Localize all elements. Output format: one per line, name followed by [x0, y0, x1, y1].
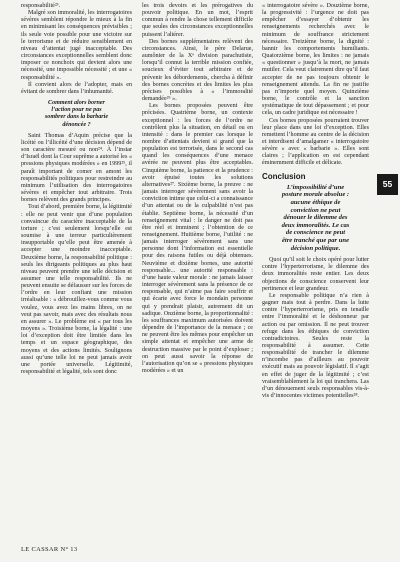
paragraph: Quoi qu’il soit le choix opéré pour lutter contre l’hyperterrorisme, le dilemme des deux immoralités reste entier. Les deux objections de conscience conservent leur pertinence et leur grandeur.	[262, 257, 369, 292]
paragraph: responsabilité²³.	[21, 3, 61, 9]
paragraph: Le responsable politique n’a rien à gagner mais tout à perdre. Dans la lutte contre l’hyperterrorisme, pris en tenaille entre l’immoralité et le déshonneur par action ou par omission. Il ne peut trouver refuge dans les éthiques de conviction contradictoires. Seules reste la responsabilité à assumer. Cette responsabilité de trancher le dilemme n’incombe pas d’ailleurs au pouvoir exécutif mais au pouvoir législatif. Il s’agit en effet de juger de la légitimité ; c’est vraisemblablement la loi qui tranchera. Las d’un dénouement seuls responsables vis-à-vis d’innocentes victimes potentielles²⁸.	[262, 292, 369, 400]
paragraph: les trois devoirs et les prérogatives du pouvoir politique. En un mot, l’esprit commun à rendre la chose tellement difficile que seules des circonstances exceptionnelles puissent l’altérer.	[142, 3, 253, 38]
paragraph: Ces bornes proposées pourraient trouver leur place dans une loi d’exception. Elles remettent l’homme au centre de la décision et interdisent d’amalgamer « interrogatoire sévère » avec « barbarie ». Elles sont claires ; l’application en est cependant éminemment difficile et délicate.	[262, 117, 369, 167]
paragraph: Des bornes supplémentaires relèvent des circonstances. Ainsi, le père Delarue, aumônier de la Xᵉ division parachutiste, lorsqu’il connut la terrible mission confiée, soucieux d’éviter tout arbitraire et de prévenir les débordements, chercha à définir des bornes concrètes et des limites les plus précises possibles à « l’immoralité demandée²⁶ ».	[142, 38, 253, 103]
lead-line: posture morale absolue :	[281, 191, 350, 199]
lead-line: dénouer le dilemme des	[283, 214, 348, 222]
lead-line: de conscience ne peut	[285, 229, 346, 237]
conclusion-heading: Conclusion	[262, 171, 306, 181]
paragraph: Il convient alors de l’adopter, mais en évitant de sombrer dans l’inhumanité.	[21, 81, 132, 95]
page-number-tab: 55	[377, 174, 398, 195]
text-column-right	[262, 3, 369, 400]
text-column-middle	[142, 3, 253, 375]
lead-line: deux immoralités. Le cas	[281, 221, 350, 229]
subheading-line: Comment alors borner	[48, 100, 105, 107]
footer-publication: LE CASSAR N° 13	[21, 546, 78, 553]
lead-line: conviction ne peut	[290, 206, 341, 214]
lead-line: être tranché que par une	[281, 236, 350, 244]
lead-line: aucune éthique de	[290, 198, 341, 206]
subheading-line: sombrer dans la barbarie	[44, 114, 109, 121]
paragraph: « interrogatoire sévère ». Douzième borne, la progressivité : l’urgence ne doit pas empêcher d’essayer d’obtenir les renseignements recherchés avec le minimum de souffrance strictement nécessaire. Treizième borne, la dignité : bannir les comportements humiliants. Quatorzième borne, les limites : ne jamais « questionner » jusqu’à la mort, ne jamais mutiler. Cela veut clairement dire qu’il faut accepter de ne pas toujours obtenir le renseignement attendu. La fin ne justifie pas n’importe quel moyen. Quinzième borne, le contrôle et la sanction systématique de tout dépassement ; et pour cela, un cadre juridique est nécessaire !	[262, 3, 369, 117]
lead-line: décision politique.	[290, 244, 341, 252]
subheading-line: l’action pour ne pas	[51, 107, 102, 114]
paragraph: Tout d’abord, première borne, la légitimité : elle ne peut venir que d’une population convaincue du caractère inacceptable de la torture ; c’est seulement lorsqu’elle est soumise à une terreur particulièrement insupportable qu’elle peut être amenée à accepter une moindre inacceptable. Deuxième borne, la responsabilité politique : seuls les dirigeants politiques au plus haut niveau peuvent prendre une telle décision et assumer une telle responsabilité. Ils ne peuvent ensuite se défausser sur les forces de l’ordre en leur confiant une mission irréalisable : « débrouillez-vous comme vous voulez, vous avez les mains libres, on ne veut pas savoir, mais avec des résultats nous en assurer ». Le problème est « par tous les moyens ». Troisième borne, la légalité : une loi d’exception doit être limitée dans les temps et un espace géographique, des moyens et des actions limités. Soulignons aussi qu’une telle loi ne peut jamais avoir une portée universelle. Légitimité, responsabilité et légalité, tels sont donc	[21, 204, 132, 375]
paragraph: Malgré son immoralité, les interrogatoires sévères semblent répondre le mieux à la fin en minimisant les conséquences prévisibles ; ils seule voie possible pour une victoire sur le terrorisme et de réduire sensiblement en niveau d’attentat jugé inacceptable. Des circonstances exceptionnelles semblent donc imposer ce nonchoix qui devient alors une nécessité, une impossible nécessité ; et une « responsabilité ».	[21, 10, 132, 81]
subheading-line: dénoncée ?	[62, 121, 91, 128]
conclusion-lead	[262, 184, 369, 252]
paragraph: Les bornes proposées peuvent être précisées. Quatrième borne, un contexte exceptionnel : les forces de l’ordre ne contrôlent plus la situation, en détail ou en intensité : dans le premier cas lorsque le nombre d’attentats devient si grand que la population est terrorisée, dans le second cas quand les conséquences d’une menace avérée ne peuvent plus être acceptables. Cinquième borne, la patience et la prudence : avoir épuisé toutes les solutions alternatives²⁷. Sixième borne, la preuve : ne jamais interroger sévèrement sans avoir la conviction intime que celui-ci a connaissance d’un attentat ou de la culpabilité n’est pas établie. Septième borne, la nécessité d’un renseignement vital : le danger ne doit pas être réel et imminent ; l’obtention de ce renseignement. Huitième borne, l’utilité : ne jamais interroger sévèrement sans une personne dont l’information est essentielle pour des raisons futiles ou déjà obtenues. Neuvième et dixième bornes, une autorité responsable... une autorité responsable : d’une haute valeur morale : ne jamais laisser interroger sévèrement sans la présence de ce responsable, qui n’aime pas faire souffrir et qui écarte avec force le mondain personne qui y prendrait plaisir, autrement dit un sadique. Onzième borne, la proportionnalité : les souffrances maximum autorisées doivent dépendre de l’importance de la menace ; ce ne peuvent être les mêmes pour empêcher un simple attentat et empêcher une arme de destruction massive par le point d’exploser ; on peut aussi savoir la réponse de l’autorisation qu’on se « pressions physiques modérées » et un	[142, 103, 253, 374]
paragraph: Saint Thomas d’Aquin précise que la licéité ou l’illicéité d’une décision dépend de son caractère mesuré ou non²⁴. À l’instar d’Israël dont la Cour suprême a autorisé les « pressions physiques modérées » en 1999²⁵, il paraît important de comer en amont les responsabilités politiques pour restreindre au minimum l’utilisation des interrogatoires sévères et empêcher tout arbitraire. Trois bornes relèvent des grands principes.	[21, 132, 132, 204]
text-column-left	[21, 3, 132, 376]
section-subheading	[21, 100, 132, 129]
lead-line: L’impossibilité d’une	[286, 183, 345, 191]
